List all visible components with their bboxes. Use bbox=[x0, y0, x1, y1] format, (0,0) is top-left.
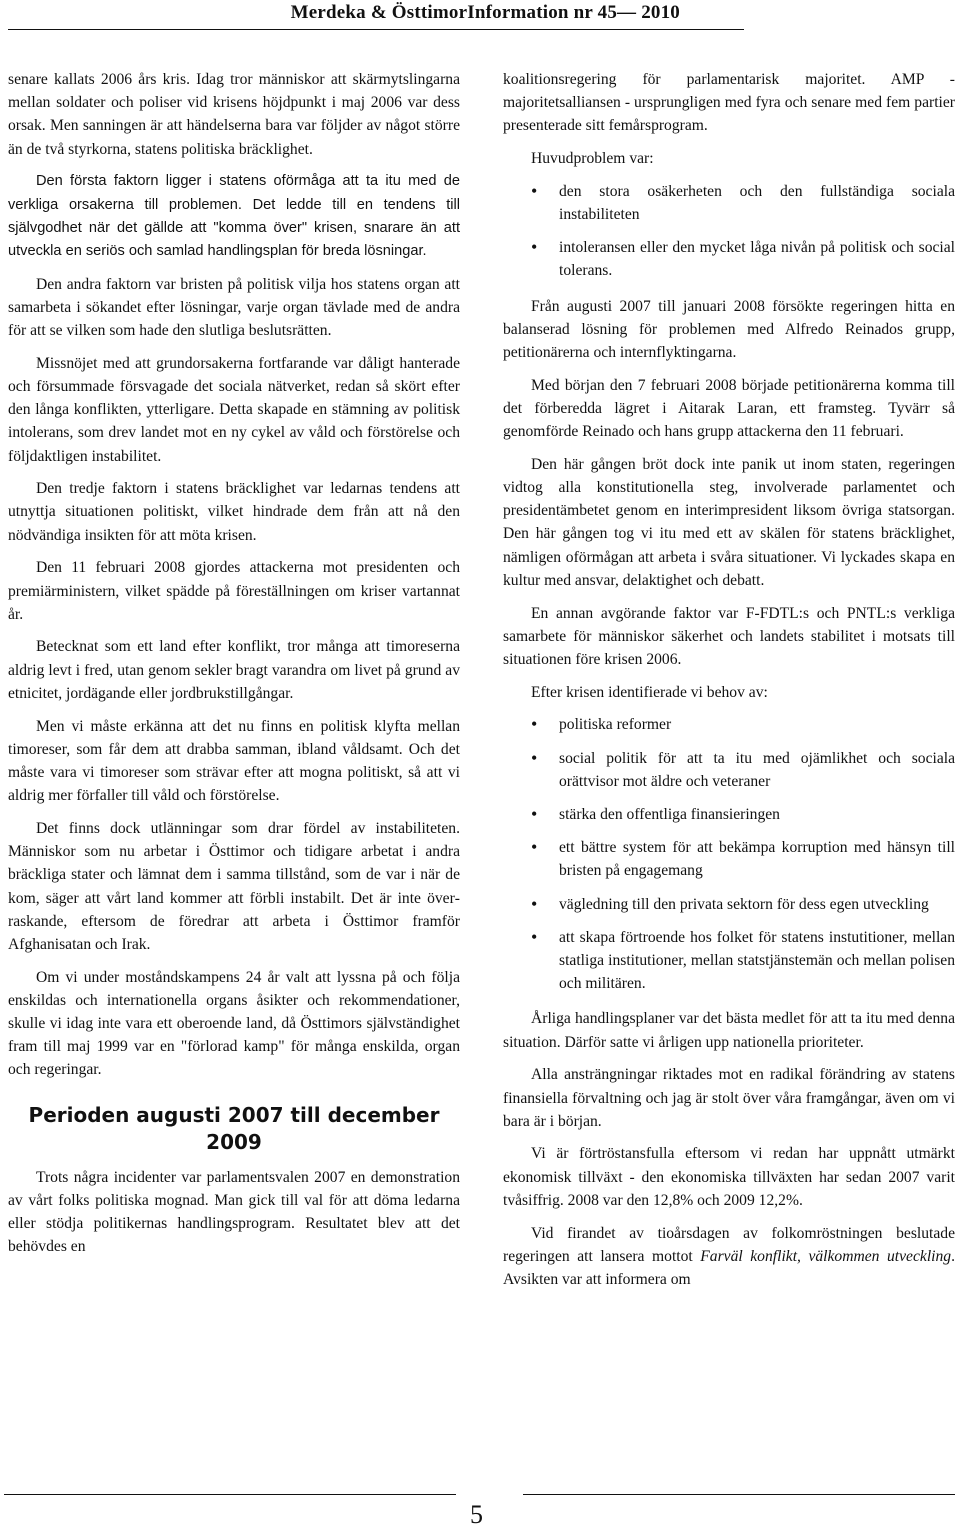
list-item: • att skapa förtroende hos folket för statens instutitioner, mellan statliga institutioner, mellan statstjänstemän och mellan polisen och militären. bbox=[559, 926, 955, 996]
paragraph: Trots några incidenter var parlamentsvalen 2007 en demonstration av vårt folks politiska mognad. Man gick till val för att döma ledarna eller stödja politikernas handlingsprogram. Resultatet blev att det behövdes en bbox=[8, 1168, 460, 1256]
paragraph: Den första faktorn ligger i statens oförmåga att ta itu med de verkliga orsakerna till problemen. Det ledde till en tendens till självgodhet när det gällde att "komma över" krisen, snarare än att utveckla en seriös och samlad handlingsplan för breda lösningar. bbox=[8, 173, 460, 259]
paragraph: Den här gången bröt dock inte panik ut inom staten, regeringen vidtog alla konstitutionella steg, involverade parlamentet och presidentämbetet genom en interimpresident liksom övriga statsorgan. Den här gången tog vi itu med ett av skälen för statens bräcklighet, nämligen oförmågan att arbeta i svåra situationer. Vi lyckades skapa en kultur med ansvar, delaktighet och debatt. bbox=[503, 455, 955, 589]
footer-rule-right bbox=[523, 1494, 955, 1495]
motto-text: Farväl konflikt, välkommen utveckling bbox=[700, 1247, 952, 1265]
paragraph: Efter krisen identifierade vi behov av: bbox=[531, 683, 768, 701]
paragraph: Från augusti 2007 till januari 2008 försökte regeringen hitta en balanserad lösning för problemen med Alfredo Reinados grupp, petitionärerna och internflyktingarna. bbox=[503, 297, 955, 362]
page-header-title: Merdeka & ÖsttimorInformation nr 45— 2010 bbox=[290, 2, 680, 23]
paragraph: Årliga handlingsplaner var det bästa medlet för att ta itu med denna situation. Därför satte vi årligen upp nationella prioriteter. bbox=[503, 1010, 955, 1051]
list-item: • politiska reformer bbox=[559, 713, 955, 736]
left-column bbox=[8, 68, 460, 1268]
right-column bbox=[503, 68, 955, 1301]
paragraph: koalitionsregering för parlamentarisk majoritet. AMP - majoritetsalliansen - ursprungligen med fyra och senare med fem partier presenterade sitt femårsprogram. bbox=[503, 71, 955, 135]
paragraph: Om vi under moståndskampens 24 år valt att lyssna på och följa enskildas och internationella organs åsikter och rekommendationer, skulle vi idag inte vara ett oberoende land, då Östtimors självständighet fram till maj 1999 var en "förlorad kamp" för många enskilda, organ och regeringar. bbox=[8, 968, 460, 1079]
list-item: • vägledning till den privata sektorn för dess egen utveckling bbox=[559, 893, 955, 916]
paragraph: En annan avgörande faktor var F-FDTL:s och PNTL:s verkliga samarbete för människor säkerhet och landets stabilitet i motsats till situationen före krisen 2006. bbox=[503, 604, 955, 668]
paragraph: Missnöjet med att grundorsakerna fortfarande var dåligt hanterade och försummade försvagade det sociala nätverket, redan så skört efter den långa konflikten, ytterligare. Detta skapade en stämning av politisk intolerans, som drev landet mot en ny cykel av våld och förstörelse och följdaktligen instabilitet. bbox=[8, 354, 460, 465]
paragraph: Den 11 februari 2008 gjordes attackerna mot presidenten och premiärministern, vilket spädde på föreställningen om kriser vartannat år. bbox=[8, 559, 460, 623]
paragraph: Med början den 7 februari 2008 började petitionärerna komma till det förberedda lägret i Aitarak Laran, ett framsteg. Tyvärr så genomförde Reinado och hans grupp attackerna den 11 februari. bbox=[503, 376, 955, 441]
paragraph-text: . Avsikten var att informera om bbox=[503, 1247, 955, 1288]
paragraph-text: Vid firandet av tioårsdagen av folkomröstningen beslutade regeringen att lansera mottot bbox=[503, 1224, 955, 1265]
header-rule bbox=[8, 29, 744, 30]
list-item: • stärka den offentliga finansieringen bbox=[559, 803, 955, 826]
paragraph: senare kallats 2006 års kris. Idag tror människor att skärmytslingarna mellan soldater och poliser vid krisens höjdpunkt i maj 2006 var dess orsak. Men sanningen är att händelserna bara var följder av något större än de två styrkorna, statens politiska bräcklighet. bbox=[8, 71, 460, 158]
paragraph: Alla ansträngningar riktades mot en radikal förändring av statens finansiella förvaltning och jag är stolt över våra framgångar, även om vi bara är i början. bbox=[503, 1066, 955, 1130]
paragraph: Men vi måste erkänna att det nu finns en politisk klyfta mellan timoreser, som får dem att drabba samman, ibland våldsamt. Och det måste vara vi timoreser som strävar efter att mogna politiskt, så att vi aldrig mer förfaller till våld och förstörelse. bbox=[8, 717, 460, 805]
paragraph: Vi är förtröstansfulla eftersom vi redan har uppnått utmärkt ekonomisk tillväxt - den ekonomiska tillväxten har sedan 2007 varit tvåsiffrig. 2008 var den 12,8% och 2009 12,2%. bbox=[503, 1145, 955, 1209]
paragraph: Den andra faktorn var bristen på politisk vilja hos statens organ att samarbeta i sökandet efter lösningar, varje organ tävlade med de andra för att se vilken som hade den slutliga beslutsrätten. bbox=[8, 275, 460, 340]
page-number: 5 bbox=[470, 1500, 483, 1529]
problems-list bbox=[503, 180, 955, 283]
footer-rule-left bbox=[4, 1494, 456, 1495]
paragraph: Den tredje faktorn i statens bräcklighet var ledarnas tendens att utnyttja situationen politiskt, vilket hindrade dem från att nå den nödvändiga insikten för att möta krisen. bbox=[8, 480, 460, 544]
paragraph bbox=[503, 1222, 955, 1292]
list-item: • social politik för att ta itu med ojämlikhet och sociala orättvisor mot äldre och veteraner bbox=[559, 747, 955, 793]
list-item: • intoleransen eller den mycket låga nivån på politisk och social tolerans. bbox=[559, 236, 955, 282]
paragraph: Betecknat som ett land efter konflikt, tror många att timoreserna aldrig levt i fred, utan genom sekler bragt varandra om livet på grund av etnicitet, jordägande eller jordbrukstillgångar. bbox=[8, 638, 460, 702]
needs-list bbox=[503, 713, 955, 995]
paragraph: Huvudproblem var: bbox=[531, 150, 654, 168]
section-heading: Perioden augusti 2007 till december 2009 bbox=[28, 1102, 440, 1154]
paragraph: Det finns dock utlänningar som drar fördel av instabiliteten. Människor som nu arbetar i Östtimor och tidigare arbetat i andra bräckliga stater och lämnat dem i samma tillstånd, som de var i när de kom, säger att vårt land kommer att förbli instabilt. Det är inte överraskande, eftersom de föredrar att arbeta i Östtimor framför Afghanisatan och Irak. bbox=[8, 819, 460, 953]
list-item: • den stora osäkerheten och den fullständiga sociala instabiliteten bbox=[559, 180, 955, 226]
list-item: • ett bättre system för att bekämpa korruption med hänsyn till bristen på engagemang bbox=[559, 836, 955, 882]
